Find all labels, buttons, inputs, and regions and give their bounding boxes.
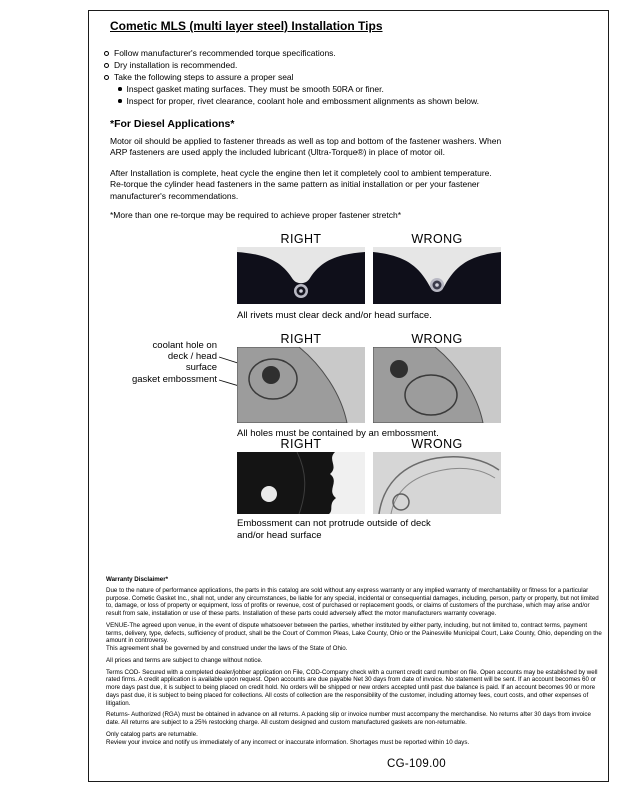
protrusion-wrong-graphic xyxy=(373,452,501,514)
filled-bullet-icon xyxy=(118,87,122,91)
list-item xyxy=(104,47,584,59)
warranty-paragraph: Review your invoice and notify us immediately of any incorrect or inaccurate information. Shortages must be reported within 10 days. xyxy=(106,738,470,746)
row3-caption: Embossment can not protrude outside of deck and/or head surface xyxy=(237,518,431,541)
open-bullet-icon xyxy=(104,63,109,68)
diesel-heading: *For Diesel Applications* xyxy=(110,118,235,130)
retorque-note: *More than one re-torque may be required to achieve proper fastener stretch* xyxy=(110,210,402,220)
open-bullet-icon xyxy=(104,75,109,80)
right-header: RIGHT xyxy=(280,437,322,451)
rivet-right-photo xyxy=(237,247,365,304)
warranty-paragraph: Terms COD- Secured with a completed dealer/jobber application on File, COD-Company check with a current credit card number on file. Open accounts may be established by well rated firms. A credit application is available upon request. Open accounts are due payable Net 30 days from date of invoice. No statement will be sent. If an account becomes 60 or more days past due, it is subject to being placed on credit hold. No orders will be shipped or new orders accepted until past due balance is paid. If an account becomes 90 or more days past due, it is subject to being placed for collections. All costs of collection are the responsibility of the customer, including attorney fees, court costs, and other expenses of litigation. xyxy=(106,668,598,707)
page-border xyxy=(88,10,609,782)
right-header: RIGHT xyxy=(280,232,322,246)
warranty-heading: Warranty Disclaimer* xyxy=(106,576,169,583)
tip-text: Inspect for proper, rivet clearance, coolant hole and embossment alignments as shown below. xyxy=(126,96,479,106)
warranty-paragraph: Only catalog parts are returnable. xyxy=(106,730,198,738)
list-item xyxy=(118,83,584,95)
filled-bullet-icon xyxy=(118,99,122,103)
rivet-wrong-graphic xyxy=(373,247,501,304)
tip-text: Follow manufacturer's recommended torque specifications. xyxy=(114,48,336,58)
list-item xyxy=(118,95,584,107)
warranty-section xyxy=(106,576,603,750)
right-header: RIGHT xyxy=(280,332,322,346)
page-title: Cometic MLS (multi layer steel) Installation Tips xyxy=(110,19,383,33)
embossment-right-photo xyxy=(237,347,365,423)
warranty-paragraph: VENUE-The agreed upon venue, in the event of dispute whatsoever between the parties, whether instituted by either party, including, but not limited to, contract terms, payment terms, delivery, type, defects, sufficiency of product, shall be the Court of Common Pleas, Lake County, Ohio or the Painesville Municipal Court, Lake County, Ohio, depending on the amount in controversy. xyxy=(106,621,602,645)
protrusion-wrong-photo xyxy=(373,452,501,514)
warranty-paragraph: This agreement shall be governed by and construed under the laws of the State of Ohio. xyxy=(106,645,348,652)
tips-list xyxy=(104,47,584,107)
warranty-paragraph: Returns- Authorized (RGA) must be obtained in advance on all returns. A packing slip or invoice number must accompany the merchandise. No returns after 30 days from invoice date. All returns are subject to a 25% restocking charge. All custom designed and custom manufactured gaskets are non-returnable. xyxy=(106,711,591,726)
protrusion-right-photo xyxy=(237,452,365,514)
tip-text: Inspect gasket mating surfaces. They must be smooth 50RA or finer. xyxy=(126,84,384,94)
protrusion-right-graphic xyxy=(237,452,365,514)
row1-caption: All rivets must clear deck and/or head surface. xyxy=(237,310,432,321)
diesel-paragraph: After Installation is complete, heat cycle the engine then let it completely cool to ambient temperature. Re-torque the cylinder head fasteners in the same pattern as initial installation or per your fastener manufacturer's recommendations. xyxy=(110,168,492,201)
embossment-right-graphic xyxy=(237,347,365,423)
warranty-paragraph: All prices and terms are subject to change without notice. xyxy=(106,656,263,664)
tip-text: Dry installation is recommended. xyxy=(114,60,238,70)
rivet-right-graphic xyxy=(237,247,365,304)
list-item xyxy=(104,59,584,71)
open-bullet-icon xyxy=(104,51,109,56)
embossment-wrong-graphic xyxy=(373,347,501,423)
embossment-wrong-photo xyxy=(373,347,501,423)
coolant-hole-label: coolant hole on deck / head surface xyxy=(152,340,217,373)
rivet-wrong-photo xyxy=(373,247,501,304)
diesel-paragraph: Motor oil should be applied to fastener threads as well as top and bottom of the fastener washers. When ARP fasteners are used apply the included lubricant (Ultra-Torque®) in place of motor oil. xyxy=(110,136,502,158)
page-code: CG-109.00 xyxy=(387,758,446,770)
wrong-header: WRONG xyxy=(411,332,463,346)
row2-caption: All holes must be contained by an embossment. xyxy=(237,428,439,439)
list-item xyxy=(104,71,584,83)
wrong-header: WRONG xyxy=(411,437,463,451)
wrong-header: WRONG xyxy=(411,232,463,246)
tip-text: Take the following steps to assure a proper seal xyxy=(114,72,294,82)
warranty-paragraph: Due to the nature of performance applications, the parts in this catalog are sold without any express warranty or any implied warranty of merchantability or fitness for a particular purpose. Cometic Gasket Inc., shall not, under any circumstances, be liable for any special, incidental or consequential damages, including, person, party or property, but not limited to, damage, or loss of property or equipment, loss of profits or revenue, cost of purchased or replacement goods, or claims of customers of the purchase, which may arise and/or result from sale, installation or use of these parts. Installation of these parts could adversely affect the motor manufacturers warranty coverage. xyxy=(106,586,599,617)
gasket-embossment-label: gasket embossment xyxy=(131,374,217,385)
